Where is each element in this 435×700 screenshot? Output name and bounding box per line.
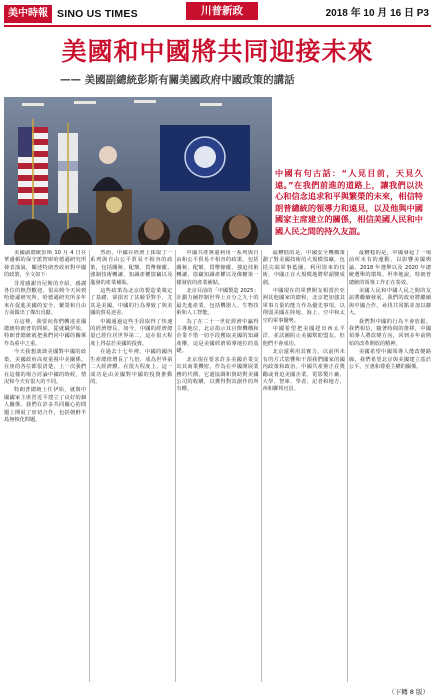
paragraph: 北京還利用其實力，以前所未有的方式影響和干預我們國家的國內政策和政治。中國共產黨正在獎勵或脅迫美國企業、電影製片廠、大學、智庫、學者、記者和地方、州和聯邦官員。 (262, 349, 345, 393)
masthead-rule (4, 25, 431, 27)
paragraph: 特朗普總統上任伊始，就與中國國家主席習近平建立了良好的個人關係。我們在許多共同關心的問題上開展了密切合作，包括朝鮮半島無核化問題。 (4, 387, 87, 423)
date-page: 2018 年 10 月 16 日 P3 (325, 8, 429, 19)
text-column (176, 250, 258, 682)
continued-label: （下轉 8 版） (388, 688, 429, 696)
section-tab: 川普新政 (186, 2, 258, 20)
paragraph: 為了在二十一世紀經濟中贏得主導地位，北京指示其官僚機構和企業不惜一切手段獲取美國的知識產權，這是美國經濟領導地位的基礎。 (176, 318, 259, 355)
paragraph: 中國共產黨還利用一系列與自由和公平貿易不相容的政策，包括關稅、配額、貨幣操縱、強迫技術轉讓、盜竊知識產權以及像糖果一樣發放的產業補貼。 (176, 250, 259, 286)
brand-english: SINO US TIMES (57, 8, 138, 20)
text-column (263, 250, 345, 682)
paragraph: 美國副總統彭斯 10 月 4 日在華盛頓的保守派智庫哈德遜研究所發表演說，闡述特朗普政府對中國的政策，全文如下： (4, 250, 87, 279)
paragraph: 北京目前的「中國製造 2025」計劃力圖控制世界上百分之九十的最先進產業，包括機器人、生物技術和人工智能。 (176, 288, 259, 317)
paragraph: 最糟糕的是，中國發起了一場前所未有的運動，以影響美國輿論、2018 年選舉以及 2020 年總統選舉的環境。坦率地說，特朗普總統的領導工作正在奏效。 (348, 250, 432, 286)
paragraph: 美國希望中國領導人能改變路線，我們希望北京與美國建立基於公平、互惠和尊重主權的關係。 (348, 349, 432, 371)
paragraph: 我們對中國的行為不會放鬆。我們相信，隨著時間的推移，中國領導人將改變方向，回到多年前開始的改革開放的精神。 (348, 318, 432, 347)
paragraph: 這些政策為北京的製造業奠定了基礎，卻損害了其競爭對手，尤其是美國。中國的行為導致了與美國的貿易逆差。 (90, 288, 173, 317)
paragraph: 中國現在的軍費開支相當於亞洲其他國家的總和，北京把加強其軍事力量的能力作為優先事項，以削弱美國在陸地、海上、空中和太空的軍事優勢。 (262, 288, 345, 324)
paragraph: 北京現在要求許多美國企業交出其商業機密，作為在中國開展業務的代價。它還協調和資助對美國公司的收購，以獲得對其創作的所有權。 (176, 356, 259, 393)
paragraph: 非常感謝肯尼斯的介紹，感謝各位的熱烈歡迎。很高興今天回到哈德遜研究所。哈德遜研究所多年來在促進美國的安全、繁榮和自由方面做出了傑出貢獻。 (4, 280, 87, 317)
paragraph: 最糟糕的是，中國安全機構策劃了對美國技術的大規模盜竊，包括尖端軍事藍圖。利用盜來的技術，中國正在大規模地將犁頭變成劍。 (262, 250, 345, 286)
paragraph: 美國人民和中國人民之間的友誼將繼續發展。我們的政府將繼續與中國合作，尋找共同點並加以擴大。 (348, 288, 432, 317)
paragraph: 今天我想談談美國對中國的政策。美國政府高度重視中美關係。在座的各位都很清楚，上一次我們在這樣的場合討論中國的時候，情況和今天有很大的不同。 (4, 349, 87, 385)
paragraph: 在過去十七年裡，中國的國內生產總值增長了九倍，成為世界第二大經濟體。在很大程度上，這一成功是由美國對中國的投資推動的。 (90, 349, 173, 385)
text-column (90, 250, 172, 682)
headline: 美國和中國將共同迎接未來 (61, 37, 374, 66)
article-photo (4, 97, 272, 245)
article-body (4, 250, 431, 682)
subhead: —— 美國副總統彭斯有關美國政府中國政策的講話 (60, 74, 295, 86)
paragraph: 中國希望把美國趕出西太平洋，並試圖阻止美國幫助盟友。但他們不會成功。 (262, 326, 345, 347)
paragraph: 中國通過這些手段取得了快速的經濟增長。如今，中國的經濟總量已經位居世界第二，這在很大程度上得益於美國的投資。 (90, 318, 173, 347)
paragraph: 然而，中國在經濟上採取了一系列與自由公平貿易不相容的政策，包括關稅、配額、貨幣操縱、強制技術轉讓、知識產權盜竊以及濫發的產業補貼。 (90, 250, 173, 286)
brand-logo: 美中時報 (4, 5, 52, 23)
text-column (349, 250, 431, 682)
pull-quote: 中國有句古話：“人見目前，天見久遠。”在我們前進的道路上，讓我們以決心和信念追求和平與繁榮的未來，相信特朗普總統的領導力和遠見，以及他與中國國家主席建立的關係，相信美國人民和中國人民之間的持久友誼。 (275, 168, 423, 236)
text-column (4, 250, 86, 682)
paragraph: 在這裡，我要向你們轉達美國總統特朗普的問候。從就職伊始，特朗普總統就把我們同中國的關係作為重中之重。 (4, 318, 87, 347)
